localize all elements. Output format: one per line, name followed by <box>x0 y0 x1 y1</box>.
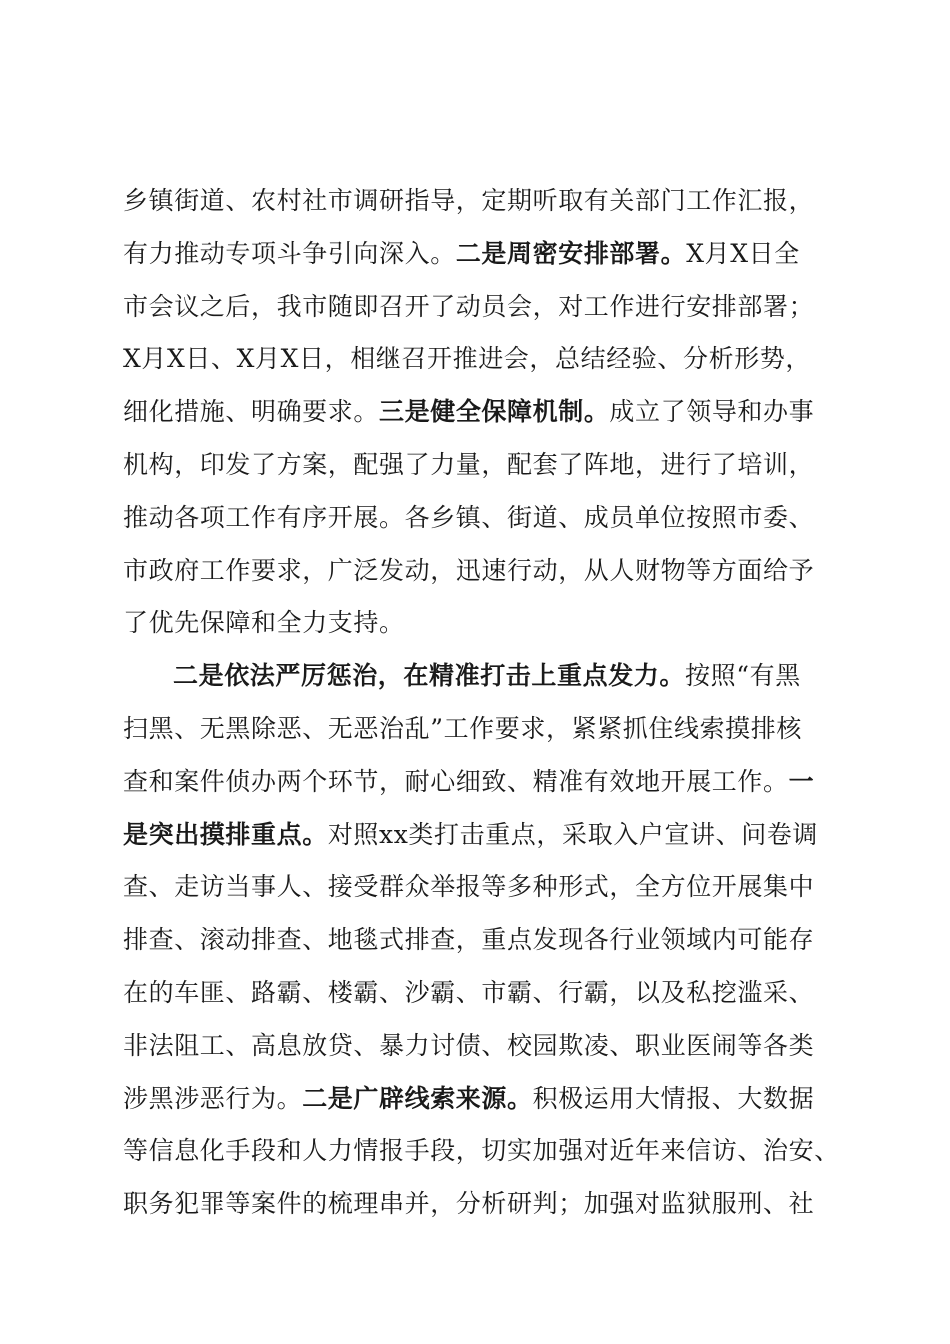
body-text: 查、走访当事人、接受群众举报等多种形式，全方位开展集中 <box>123 872 815 902</box>
text-line <box>123 756 839 809</box>
body-text: 在的车匪、路霸、楼霸、沙霸、市霸、行霸，以及私挖滥采、 <box>123 977 815 1007</box>
text-line <box>123 967 839 1020</box>
body-text: 扫黑、无黑除恶、无恶治乱”工作要求，紧紧抓住线索摸排核 <box>123 713 802 743</box>
body-text: 非法阻工、高息放贷、暴力讨债、校园欺凌、职业医闹等各类 <box>123 1030 815 1060</box>
bold-heading-text: 二是广辟线索来源。 <box>302 1083 533 1113</box>
bold-heading-text: 是突出摸排重点。 <box>123 819 328 849</box>
text-line <box>123 597 839 650</box>
body-text: 排查、滚动排查、地毯式排查，重点发现各行业领域内可能存 <box>123 925 815 955</box>
bold-heading-text: 一 <box>788 766 815 796</box>
text-line <box>123 914 839 967</box>
bold-heading-text: 二是周密安排部署。 <box>455 238 687 268</box>
body-text: 等信息化手段和人力情报手段，切实加强对近年来信访、治安、 <box>123 1136 840 1166</box>
body-text: 积极运用大情报、大数据 <box>532 1083 815 1113</box>
body-text: X月X日、X月X日，相继召开推进会，总结经验、分析形势， <box>123 344 811 374</box>
text-line <box>123 386 839 439</box>
text-line <box>123 333 839 386</box>
body-text: 职务犯罪等案件的梳理串并，分析研判；加强对监狱服刑、社 <box>123 1189 815 1219</box>
bold-heading-text: 二是依法严厉惩治，在精准打击上重点发力。 <box>173 661 686 691</box>
body-text: 按照“有黑 <box>685 661 801 691</box>
bold-heading-text: 三是健全保障机制。 <box>379 397 610 427</box>
text-line <box>123 1020 839 1073</box>
text-line <box>123 650 839 703</box>
body-text: 市政府工作要求，广泛发动，迅速行动，从人财物等方面给予 <box>123 555 815 585</box>
body-text: 查和案件侦办两个环节，耐心细致、精准有效地开展工作。 <box>123 766 789 796</box>
text-line <box>123 439 839 492</box>
body-text: 成立了领导和办事 <box>609 397 815 427</box>
body-text: 了优先保障和全力支持。 <box>123 608 405 638</box>
body-text: 乡镇街道、农村社市调研指导，定期听取有关部门工作汇报， <box>123 186 815 215</box>
text-line <box>123 228 839 281</box>
text-line <box>123 861 839 914</box>
body-text: 有力推动专项斗争引向深入。 <box>123 238 456 268</box>
body-text: 细化措施、明确要求。 <box>123 397 380 427</box>
text-line <box>123 703 839 756</box>
document-body <box>123 175 839 1231</box>
text-line <box>123 809 839 862</box>
body-text: 推动各项工作有序开展。各乡镇、街道、成员单位按照市委、 <box>123 502 815 532</box>
text-line <box>123 1073 839 1126</box>
body-text: 对照xx类打击重点，采取入户宣讲、问卷调 <box>327 819 819 849</box>
text-line <box>123 175 839 228</box>
text-line <box>123 1125 839 1178</box>
text-line <box>123 281 839 334</box>
body-text: 市会议之后，我市随即召开了动员会，对工作进行安排部署； <box>123 291 815 321</box>
body-text: 涉黑涉恶行为。 <box>123 1083 303 1113</box>
text-line <box>123 545 839 598</box>
text-line <box>123 1178 839 1231</box>
body-text: 机构，印发了方案，配强了力量，配套了阵地，进行了培训， <box>123 449 815 479</box>
text-line <box>123 492 839 545</box>
body-text: X月X日全 <box>686 238 800 268</box>
